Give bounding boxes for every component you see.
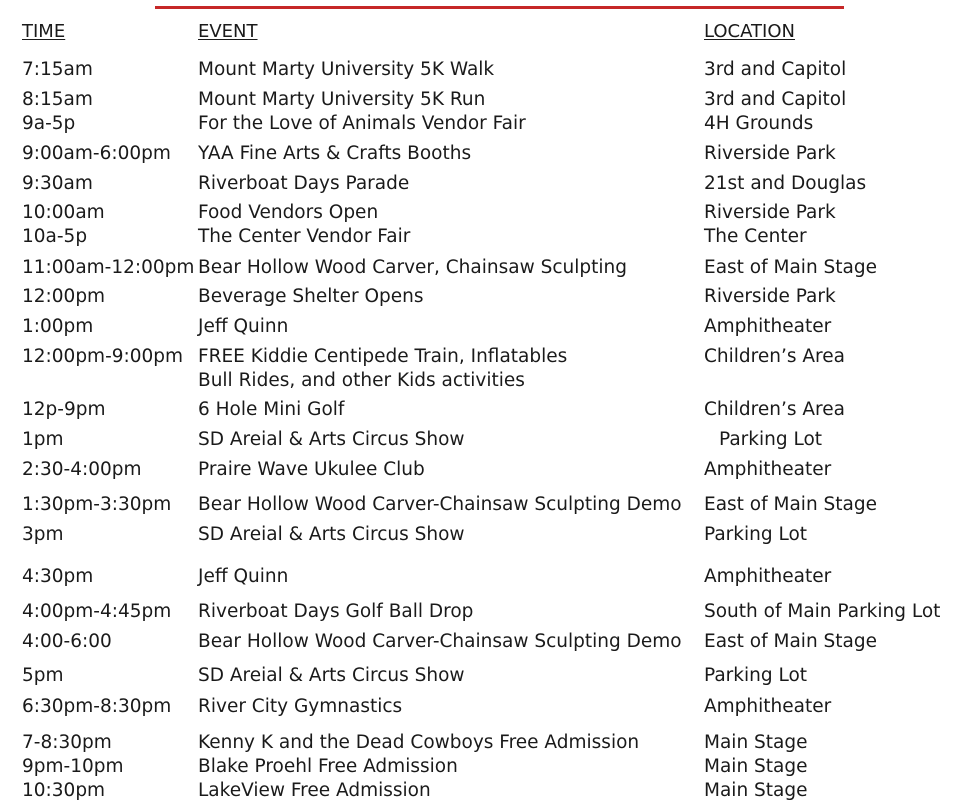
event-cell: SD Areial & Arts Circus Show xyxy=(198,429,465,450)
event-cell: For the Love of Animals Vendor Fair xyxy=(198,113,526,134)
time-cell: 2:30-4:00pm xyxy=(22,459,142,480)
schedule-row xyxy=(0,398,960,422)
event-cell: 6 Hole Mini Golf xyxy=(198,399,345,420)
header-location: LOCATION xyxy=(704,21,795,42)
location-cell: 3rd and Capitol xyxy=(704,89,847,110)
time-cell: 4:30pm xyxy=(22,566,94,587)
location-cell: East of Main Stage xyxy=(704,631,878,652)
schedule-row xyxy=(0,458,960,482)
event-cell: Bear Hollow Wood Carver-Chainsaw Sculpting Demo xyxy=(198,494,682,515)
event-cell: Kenny K and the Dead Cowboys Free Admission xyxy=(198,732,640,753)
event-cell: SD Areial & Arts Circus Show xyxy=(198,665,465,686)
time-cell: 10a-5p xyxy=(22,226,88,247)
location-cell: Riverside Park xyxy=(704,202,836,223)
time-cell: 12:00pm-9:00pm xyxy=(22,346,184,367)
schedule-row xyxy=(0,600,960,624)
time-cell: 9:30am xyxy=(22,173,93,194)
schedule-row xyxy=(0,523,960,547)
schedule-row xyxy=(0,565,960,589)
event-cell: Riverboat Days Golf Ball Drop xyxy=(198,601,474,622)
time-cell: 3pm xyxy=(22,524,64,545)
schedule-row xyxy=(0,58,960,82)
event-cell: FREE Kiddie Centipede Train, Inflatables xyxy=(198,346,568,367)
time-cell: 4:00pm-4:45pm xyxy=(22,601,172,622)
location-cell: Riverside Park xyxy=(704,143,836,164)
schedule-row xyxy=(0,664,960,688)
time-cell: 1:30pm-3:30pm xyxy=(22,494,172,515)
location-cell: Parking Lot xyxy=(704,524,808,545)
event-cell: Bear Hollow Wood Carver-Chainsaw Sculpting Demo xyxy=(198,631,682,652)
location-cell: Riverside Park xyxy=(704,286,836,307)
event-cell: River City Gymnastics xyxy=(198,696,403,717)
schedule-row xyxy=(0,172,960,196)
event-cell: Food Vendors Open xyxy=(198,202,379,223)
schedule-row xyxy=(0,731,960,755)
time-cell: 11:00am-12:00pm xyxy=(22,257,195,278)
time-cell: 10:30pm xyxy=(22,780,106,801)
time-cell: 5pm xyxy=(22,665,64,686)
schedule-row xyxy=(0,755,960,779)
schedule-row xyxy=(0,315,960,339)
location-cell: Amphitheater xyxy=(704,566,832,587)
time-cell: 1:00pm xyxy=(22,316,94,337)
location-cell: The Center xyxy=(704,226,807,247)
schedule-row xyxy=(0,493,960,517)
schedule-row xyxy=(0,201,960,225)
location-cell: 3rd and Capitol xyxy=(704,59,847,80)
event-cell: Bear Hollow Wood Carver, Chainsaw Sculpting xyxy=(198,257,627,278)
location-cell: Children’s Area xyxy=(704,399,845,420)
schedule-row xyxy=(0,142,960,166)
location-cell: Amphitheater xyxy=(704,316,832,337)
event-cell: YAA Fine Arts & Crafts Booths xyxy=(198,143,472,164)
location-cell: East of Main Stage xyxy=(704,257,878,278)
location-cell: Children’s Area xyxy=(704,346,845,367)
schedule-row xyxy=(0,256,960,280)
location-cell: Main Stage xyxy=(704,780,808,801)
time-cell: 1pm xyxy=(22,429,64,450)
schedule-row xyxy=(0,428,960,452)
location-cell: 21st and Douglas xyxy=(704,173,867,194)
time-cell: 10:00am xyxy=(22,202,105,223)
location-cell: Main Stage xyxy=(704,756,808,777)
time-cell: 7:15am xyxy=(22,59,93,80)
event-cell: The Center Vendor Fair xyxy=(198,226,411,247)
schedule-row xyxy=(0,345,960,393)
event-cell: Blake Proehl Free Admission xyxy=(198,756,458,777)
time-cell: 12:00pm xyxy=(22,286,106,307)
schedule-row xyxy=(0,630,960,654)
time-cell: 8:15am xyxy=(22,89,93,110)
top-red-rule xyxy=(155,6,844,9)
location-cell: Parking Lot xyxy=(719,429,823,450)
event-cell: Mount Marty University 5K Walk xyxy=(198,59,495,80)
location-cell: Parking Lot xyxy=(704,665,808,686)
location-cell: Amphitheater xyxy=(704,459,832,480)
location-cell: Main Stage xyxy=(704,732,808,753)
event-cell: Mount Marty University 5K Run xyxy=(198,89,486,110)
schedule-row xyxy=(0,112,960,136)
schedule-row xyxy=(0,779,960,803)
event-cell: LakeView Free Admission xyxy=(198,780,431,801)
header-time: TIME xyxy=(22,21,66,42)
time-cell: 9:00am-6:00pm xyxy=(22,143,171,164)
location-cell: 4H Grounds xyxy=(704,113,814,134)
schedule-row xyxy=(0,285,960,309)
schedule-row xyxy=(0,225,960,249)
event-cell: SD Areial & Arts Circus Show xyxy=(198,524,465,545)
event-cell: Jeff Quinn xyxy=(198,566,289,587)
header-event: EVENT xyxy=(198,21,258,42)
time-cell: 6:30pm-8:30pm xyxy=(22,696,172,717)
time-cell: 7-8:30pm xyxy=(22,732,112,753)
location-cell: East of Main Stage xyxy=(704,494,878,515)
event-cell: Beverage Shelter Opens xyxy=(198,286,424,307)
event-cell: Jeff Quinn xyxy=(198,316,289,337)
event-cell: Praire Wave Ukulee Club xyxy=(198,459,425,480)
event-cell: Riverboat Days Parade xyxy=(198,173,410,194)
event-cell-line2: Bull Rides, and other Kids activities xyxy=(198,370,525,391)
schedule-row xyxy=(0,695,960,719)
location-cell: Amphitheater xyxy=(704,696,832,717)
time-cell: 4:00-6:00 xyxy=(22,631,112,652)
time-cell: 9a-5p xyxy=(22,113,76,134)
schedule-row xyxy=(0,88,960,112)
time-cell: 12p-9pm xyxy=(22,399,106,420)
time-cell: 9pm-10pm xyxy=(22,756,124,777)
location-cell: South of Main Parking Lot xyxy=(704,601,941,622)
